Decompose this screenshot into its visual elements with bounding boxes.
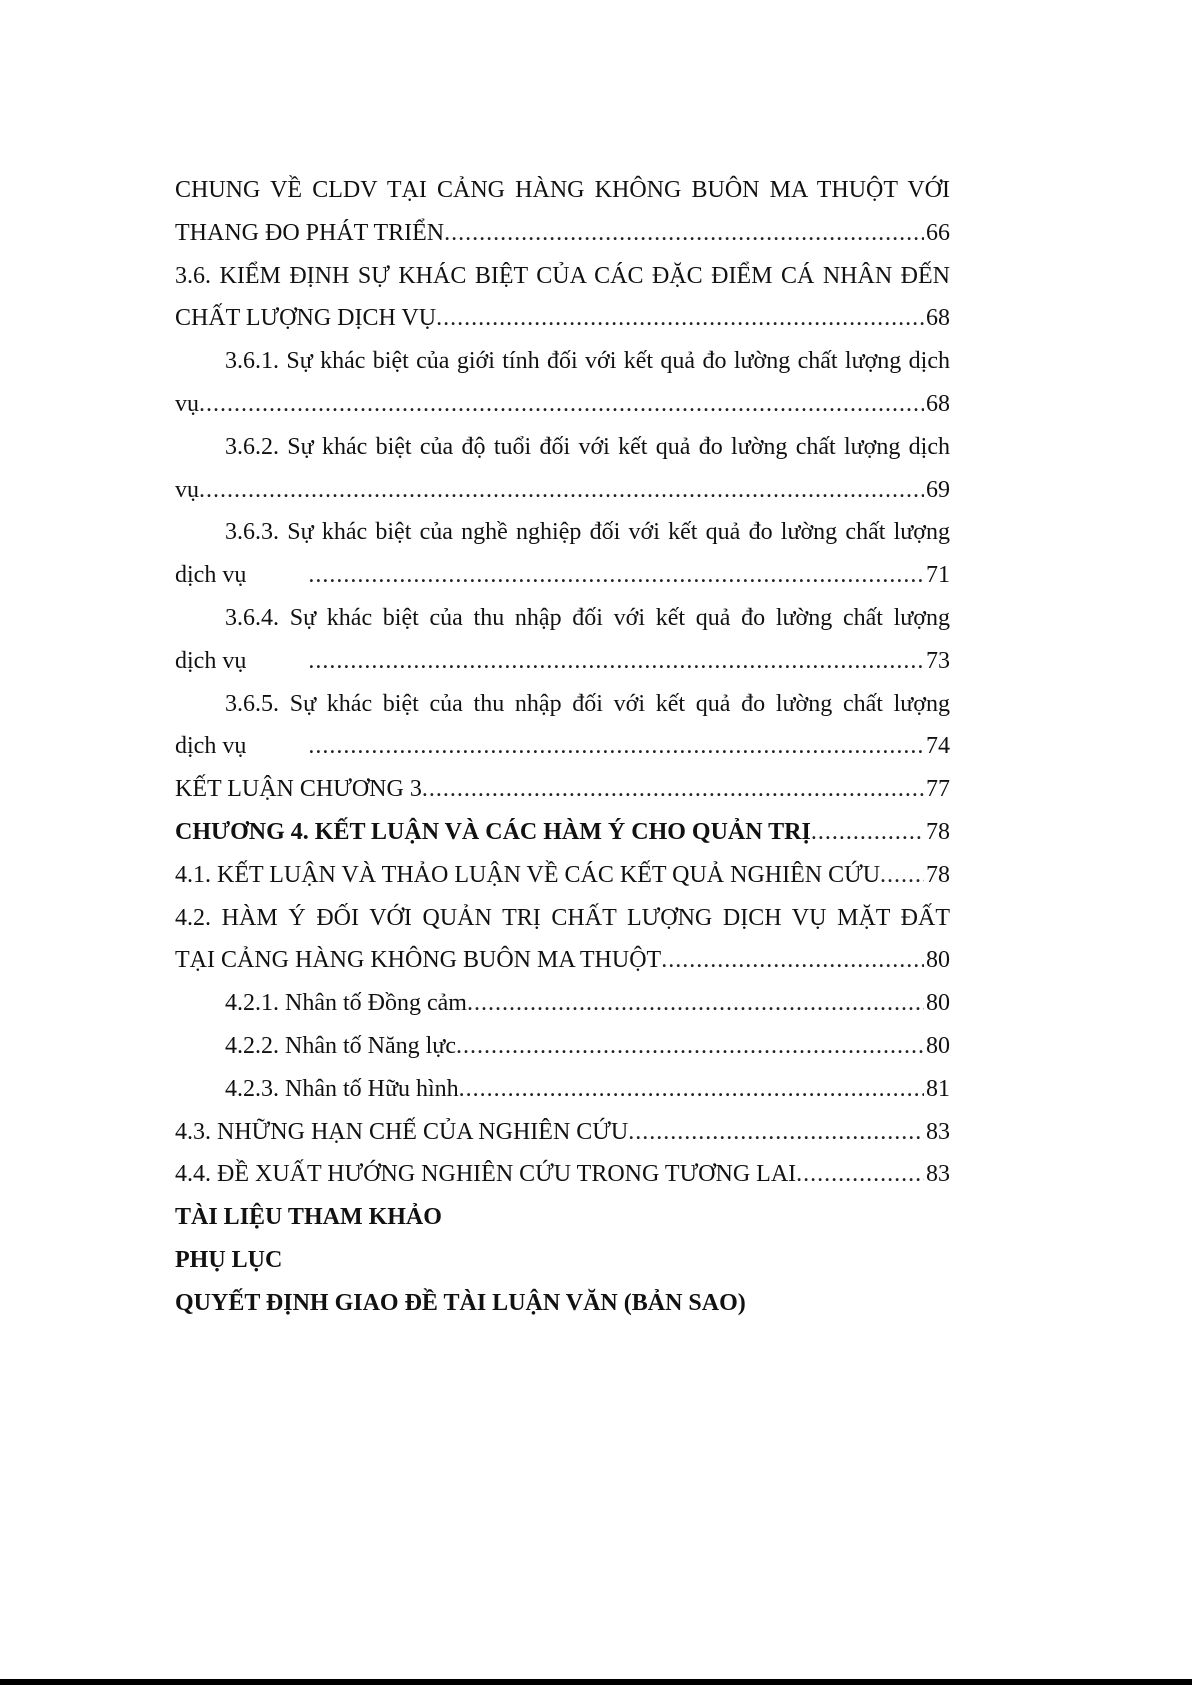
dot-leader <box>308 725 924 768</box>
toc-entry-text: 4.1. KẾT LUẬN VÀ THẢO LUẬN VỀ CÁC KẾT QUẢ NGHIÊN CỨU <box>175 861 881 888</box>
toc-entry-text: THANG ĐO PHÁT TRIỂN <box>175 219 445 246</box>
toc-page-number: 80 <box>926 1032 950 1059</box>
toc-entry[interactable] <box>175 1153 950 1196</box>
toc-entry[interactable] <box>175 982 950 1025</box>
toc-page-number: 68 <box>926 305 950 332</box>
dot-leader <box>796 1153 924 1196</box>
toc-page-number: 71 <box>926 562 950 589</box>
toc-entry[interactable] <box>175 554 950 597</box>
toc-page-number: 73 <box>926 647 950 674</box>
toc-entry[interactable] <box>175 725 950 768</box>
toc-page-number: 80 <box>926 947 950 974</box>
toc-entry[interactable] <box>175 297 950 340</box>
toc-entry-text: dịch vụ <box>175 647 247 674</box>
toc-entry[interactable] <box>175 854 950 897</box>
dot-leader <box>308 640 924 683</box>
toc-entry-text: 3.6.3. Sự khác biệt của nghề nghiệp đối với kết quả đo lường chất lượng <box>225 519 950 546</box>
toc-page-number: 78 <box>926 861 950 888</box>
table-of-contents <box>175 169 950 1325</box>
toc-entry-text: 4.2.3. Nhân tố Hữu hình <box>225 1075 459 1102</box>
dot-leader <box>199 469 924 512</box>
toc-entry-text: 3.6. KIỂM ĐỊNH SỰ KHÁC BIỆT CỦA CÁC ĐẶC ĐIỂM CÁ NHÂN ĐẾN <box>175 262 950 289</box>
toc-section-heading[interactable]: QUYẾT ĐỊNH GIAO ĐỀ TÀI LUẬN VĂN (BẢN SAO) <box>175 1289 746 1316</box>
toc-entry-text: dịch vụ <box>175 562 247 589</box>
toc-page-number: 80 <box>926 990 950 1017</box>
toc-entry[interactable] <box>175 939 950 982</box>
toc-entry[interactable] <box>175 640 950 683</box>
dot-leader <box>422 768 924 811</box>
toc-entry-text: 3.6.2. Sự khác biệt của độ tuổi đối với kết quả đo lường chất lượng dịch <box>225 433 950 460</box>
toc-entry[interactable] <box>175 1111 950 1154</box>
dot-leader <box>628 1111 924 1154</box>
toc-entry-text: KẾT LUẬN CHƯƠNG 3 <box>175 776 422 803</box>
toc-section-heading[interactable]: TÀI LIỆU THAM KHẢO <box>175 1204 442 1231</box>
toc-page-number: 78 <box>926 818 950 845</box>
dot-leader <box>880 854 924 897</box>
dot-leader <box>811 811 924 854</box>
toc-entry-text: 4.2.1. Nhân tố Đồng cảm <box>225 990 467 1017</box>
toc-chapter-entry[interactable] <box>175 811 950 854</box>
toc-entry[interactable] <box>175 1025 950 1068</box>
toc-page-number: 69 <box>926 476 950 503</box>
toc-entry[interactable] <box>175 212 950 255</box>
page-bottom-border <box>0 1679 1192 1685</box>
toc-entry-text: TẠI CẢNG HÀNG KHÔNG BUÔN MA THUỘT <box>175 947 662 974</box>
dot-leader <box>436 297 924 340</box>
toc-page-number: 83 <box>926 1118 950 1145</box>
dot-leader <box>444 212 924 255</box>
toc-entry[interactable] <box>175 768 950 811</box>
toc-entry-text: 4.2. HÀM Ý ĐỐI VỚI QUẢN TRỊ CHẤT LƯỢNG DỊCH VỤ MẶT ĐẤT <box>175 904 950 931</box>
dot-leader <box>308 554 924 597</box>
toc-page-number: 66 <box>926 219 950 246</box>
toc-entry-text: 3.6.1. Sự khác biệt của giới tính đối với kết quả đo lường chất lượng dịch <box>225 348 950 375</box>
dot-leader <box>456 1025 924 1068</box>
toc-entry-text: vụ <box>175 476 199 503</box>
toc-entry-text: 4.3. NHỮNG HẠN CHẾ CỦA NGHIÊN CỨU <box>175 1118 629 1145</box>
toc-page-number: 68 <box>926 390 950 417</box>
toc-page-number: 83 <box>926 1161 950 1188</box>
dot-leader <box>199 383 924 426</box>
toc-entry-text: CHUNG VỀ CLDV TẠI CẢNG HÀNG KHÔNG BUÔN MA THUỘT VỚI <box>175 177 950 203</box>
toc-section-heading[interactable]: PHỤ LỤC <box>175 1246 283 1273</box>
dot-leader <box>459 1068 924 1111</box>
toc-entry-text: 4.4. ĐỀ XUẤT HƯỚNG NGHIÊN CỨU TRONG TƯƠNG LAI <box>175 1161 797 1188</box>
toc-entry-text: 4.2.2. Nhân tố Năng lực <box>225 1032 456 1059</box>
dot-leader <box>467 982 924 1025</box>
toc-entry-text: dịch vụ <box>175 733 247 760</box>
toc-entry-text: 3.6.5. Sự khác biệt của thu nhập đối với kết quả đo lường chất lượng <box>225 690 950 717</box>
toc-entry-text: 3.6.4. Sự khác biệt của thu nhập đối với kết quả đo lường chất lượng <box>225 604 950 631</box>
toc-page-number: 77 <box>926 776 950 803</box>
dot-leader <box>661 939 924 982</box>
toc-page-number: 74 <box>926 733 950 760</box>
toc-entry-text: vụ <box>175 390 199 417</box>
toc-entry[interactable] <box>175 383 950 426</box>
toc-entry-text: CHẤT LƯỢNG DỊCH VỤ <box>175 305 437 332</box>
toc-entry-text: CHƯƠNG 4. KẾT LUẬN VÀ CÁC HÀM Ý CHO QUẢN TRỊ <box>175 818 811 845</box>
toc-page-number: 81 <box>926 1075 950 1102</box>
toc-entry[interactable] <box>175 469 950 512</box>
toc-entry[interactable] <box>175 1068 950 1111</box>
